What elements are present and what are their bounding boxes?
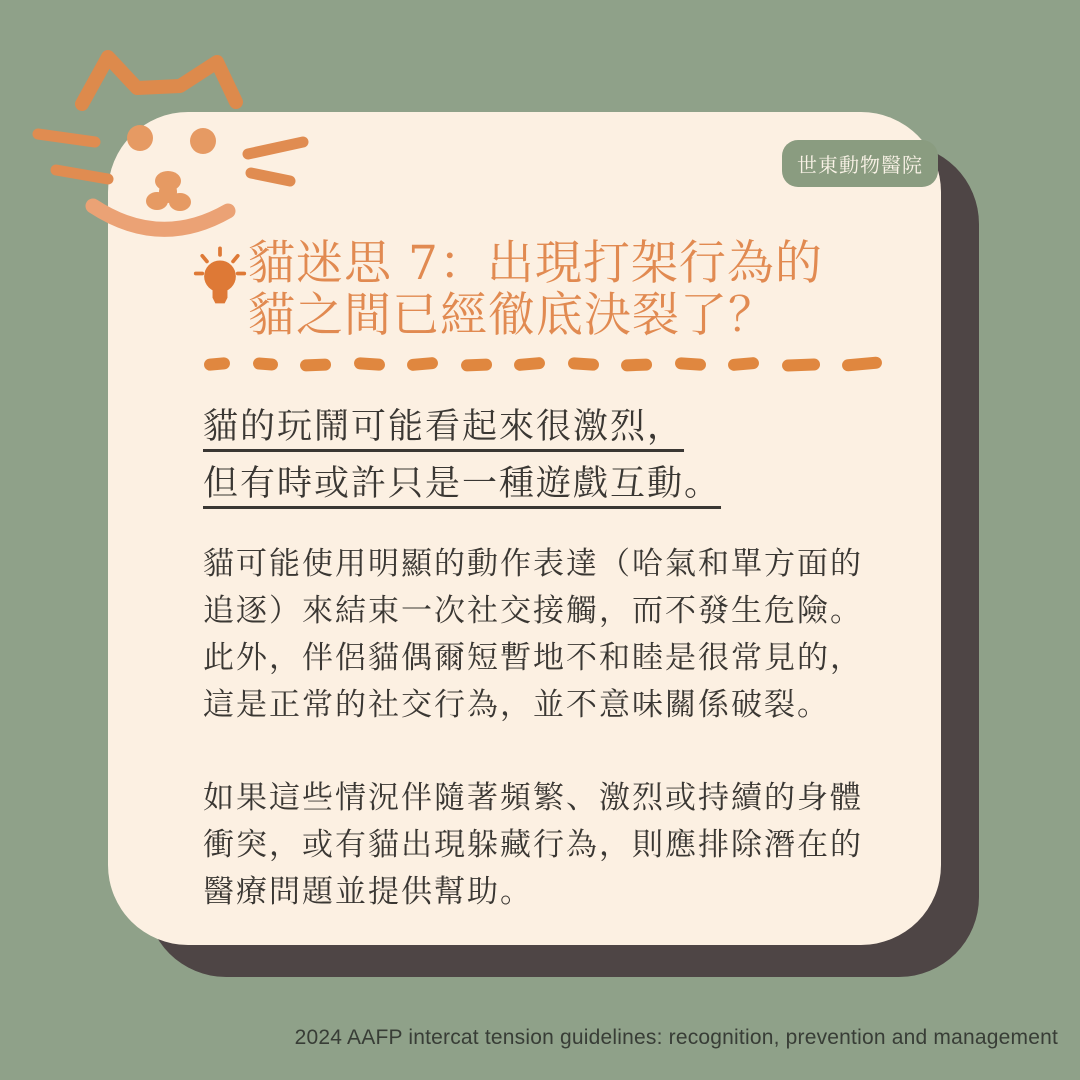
dash — [300, 358, 331, 371]
source-citation: 2024 AAFP intercat tension guidelines: recognition, prevention and management — [294, 1026, 1058, 1049]
dash — [567, 357, 599, 371]
paragraph-1-line-2: 追逐）來結束一次社交接觸，而不發生危險。 — [203, 593, 863, 628]
title-line-2: 貓之間已經徹底決裂了？ — [248, 288, 776, 343]
title-block — [192, 238, 823, 342]
lightbulb-icon — [192, 244, 248, 318]
paragraph-1 — [203, 540, 913, 728]
dash — [781, 358, 819, 371]
lede-underlined-statement — [203, 398, 721, 512]
dash — [204, 357, 231, 371]
paragraph-2-line-3: 醫療問題並提供幫助。 — [203, 874, 533, 909]
lede-line-1: 貓的玩鬧可能看起來很激烈， — [203, 407, 685, 446]
body-copy — [203, 540, 913, 915]
paragraph-2-line-1: 如果這些情況伴隨著頻繁、激烈或持續的身體 — [203, 780, 863, 815]
dash — [514, 357, 546, 372]
dash — [621, 358, 652, 371]
paragraph-2 — [203, 774, 913, 915]
page-title — [248, 238, 823, 342]
clinic-name-badge — [782, 140, 938, 187]
lede-line-2: 但有時或許只是一種遊戲互動。 — [203, 464, 722, 503]
title-line-1: 貓迷思 7：出現打架行為的 — [248, 236, 823, 291]
dashed-divider — [204, 356, 882, 372]
dash — [842, 356, 883, 371]
dash — [674, 357, 706, 371]
dash — [460, 358, 491, 371]
paragraph-1-line-1: 貓可能使用明顯的動作表達（哈氣和單方面的 — [203, 546, 863, 581]
dash — [728, 357, 760, 372]
paragraph-1-line-4: 這是正常的社交行為，並不意味關係破裂。 — [203, 687, 830, 722]
dash — [407, 357, 439, 372]
dash — [353, 357, 385, 371]
cat-face-doodle-icon — [20, 30, 330, 260]
paragraph-2-line-2: 衝突，或有貓出現躲藏行為，則應排除潛在的 — [203, 827, 863, 862]
paragraph-1-line-3: 此外，伴侶貓偶爾短暫地不和睦是很常見的， — [203, 640, 863, 675]
clinic-name-label: 世東動物醫院 — [797, 153, 923, 177]
dash — [252, 357, 278, 371]
